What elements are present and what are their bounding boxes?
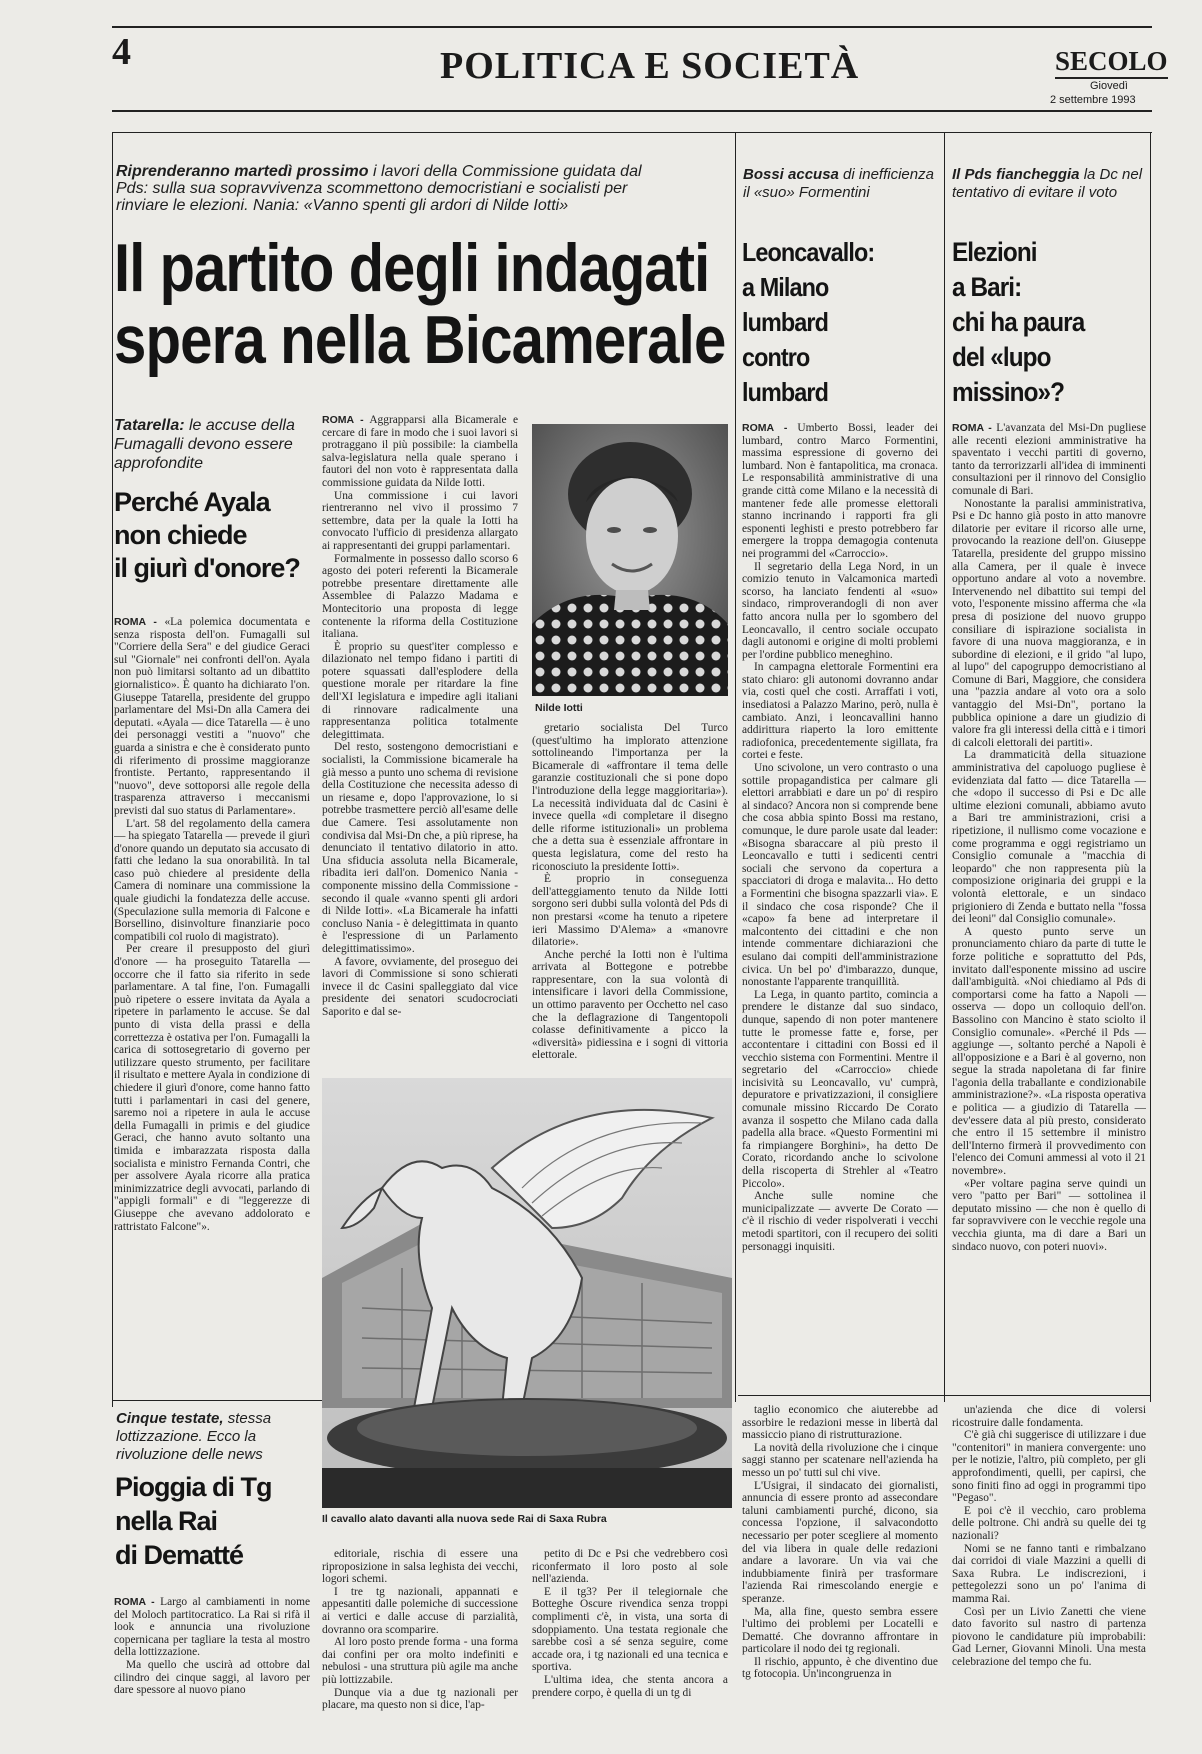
leoncavallo-kicker-text: di inefficienza il «suo» Formentini — [743, 166, 934, 201]
frame-right — [1150, 132, 1151, 1402]
frame-left — [112, 132, 113, 1407]
main-headline-2: spera nella Bicamerale — [114, 302, 726, 378]
paragraph: ROMA - «La polemica documentata e senza risposta dell'on. Fumagalli sul "Corriere della Sera" e del giudice Geraci sul "Giornale" nei confronti dell'on. Ayala non può limitarsi soltanto ad un dibattito giornalistico». È quanto ha dichiarato l'on. Giuseppe Tatarella, presidente del gruppo parlamentare del Msi-Dn alla Camera dei deputati. «Ayala — dice Tatarella — è uno dei personaggi vestiti a "nuovo" che guarda a sinistra e che è considerato punto di riferimento di prossime maggioranze frontiste. Pertanto, rappresentando il "nuovo", deve sottoporsi alle regole della trasparenza attraverso i meccanismi previsti dal suo status di Parlamentare». — [114, 616, 310, 817]
paragraph: Anche sulle nomine che municipalizzate — avverte De Corato — c'è il rischio di veder rispolverati i vecchi metodi spartitori, con il recupero dei soliti personaggi inquisiti. — [742, 1190, 938, 1253]
rai-body-mid-2 — [532, 1548, 728, 1748]
photo-caption-pegasus: Il cavallo alato davanti alla nuova sede Rai di Saxa Rubra — [322, 1513, 607, 1525]
paragraph: A questo punto serve un pronunciamento chiaro da parte di tutte le forze politiche e soprattutto del Pds, invitato dall'esponente missino ad uscire dall'ambiguità. «Noi chiediamo al Pds di comportarsi come ha fatto a Napoli — osserva — dopo un colloquio dell'on. Bassolino con Mancino è stato sciolto il Consiglio comunale». «Perché il Pds — aggiunge —, soltanto perché a Napoli è all'opposizione e a Bari è al governo, non segue la strada napoletana di far finire l'agonia della traballante e condizionabile amministrazione?». «La risposta operativa e politica — a giudizio di Tatarella — dev'essere data al più presto, considerato che entro il 15 settembre il ministro dell'Interno firmerà il provvedimento con l'elenco dei Comuni ammessi al voto il 21 novembre». — [952, 925, 1146, 1178]
leoncavallo-headline-line-2: a Milano — [742, 272, 829, 302]
rai-body-right-1 — [742, 1404, 938, 1748]
bari-kicker-bold: Il Pds fiancheggia — [952, 166, 1080, 183]
main-kicker-text: i lavori della Commissione guidata dal Pds: sulla sua sopravvivenza scommettono democristiani e socialisti per rinviare le elezioni. Nania: «Vanno spenti gli ardori di Nilde Iotti» — [116, 163, 642, 214]
bari-headline-line-3: chi ha paura — [952, 307, 1085, 337]
ayala-headline-line-1: Perché Ayala — [114, 487, 270, 517]
dateline: ROMA - — [114, 616, 157, 628]
ayala-headline-line-3: il giurì d'onore? — [114, 553, 300, 583]
bari-kicker — [952, 166, 1148, 202]
leoncavallo-headline-line-3: lumbard — [742, 307, 829, 337]
rai-kicker-bold: Cinque testate, — [116, 1410, 224, 1427]
paragraph: È proprio in conseguenza dell'atteggiamento tenuto da Nilde Iotti sorgono seri dubbi sulla volontà del Pds di non prestarsi «come ha tenuto a ripetere ieri Massimo D'Alema» a «manovre dilatorie». — [532, 873, 728, 949]
paragraph: ROMA - Umberto Bossi, leader dei lumbard, contro Marco Formentini, massima espressione di governo dei lumbard. Non è fantapolitica, ma cronaca. Le responsabilità amministrative di una grande città come Milano e la necessità di mantener fede alle promesse elettorali stanno incrinando i rapporti fra gli esponenti leghisti e presto potrebbero far emergere la troppa demagogia contenuta nei programmi del «Carroccio». — [742, 422, 938, 560]
divider-bari — [944, 132, 945, 1402]
paragraph: petito di Dc e Psi che vedrebbero così riconfermato il loro posto al sole nell'azienda. — [532, 1548, 728, 1586]
leoncavallo-headline-line-5: lumbard — [742, 377, 829, 407]
leoncavallo-body — [742, 422, 938, 1388]
bari-kicker-text: la Dc nel tentativo di evitare il voto — [952, 166, 1143, 201]
main-column-2 — [532, 722, 728, 1068]
paragraph: La drammaticità della situazione amministrativa del capoluogo pugliese è evidenziata dal fatto — dice Tatarella — che «dopo il successo di Psi e Dc alle ultime elezioni comunali, abbiamo avuto a Bari tre amministrazioni, crisi a ripetizione, il nullismo come vocazione e come programma e oggi registriamo un Consiglio comunale a "macchia di leopardo" che non rappresenta più la composizione originaria dei gruppi e la volontà elettorale, e un sindaco prigioniero di Zenda e buttato nella "fossa dei leoni" dal Consiglio comunale». — [952, 749, 1146, 926]
paragraph: E il tg3? Per il telegiornale che Botteghe Oscure rivendica senza troppi complimenti c'è, in vista, una sorta di sdoppiamento. Una testata regionale che sarebbe così a sé senza seguire, come accade ora, i tg nazionali ed una tecnica e sportiva. — [532, 1585, 728, 1674]
paragraph: editoriale, rischia di essere una riproposizione in salsa leghista dei vecchi, logori schemi. — [322, 1548, 518, 1586]
rai-body-mid-1 — [322, 1548, 518, 1748]
portrait-image — [532, 424, 728, 696]
ayala-headline-line-2: non chiede — [114, 520, 247, 550]
paragraph: Ma quello che uscirà ad ottobre dal cilindro dei cinque saggi, al lavoro per dare spessore al nuovo piano — [114, 1658, 310, 1697]
bari-headline-line-5: missino»? — [952, 377, 1065, 407]
paragraph: un'azienda che dice di volersi ricostruire dalle fondamenta. — [952, 1404, 1146, 1429]
paragraph: E poi c'è il vecchio, caro problema delle poltrone. Chi andrà su quelle dei tg nazionali? — [952, 1504, 1146, 1542]
paragraph: A favore, ovviamente, del proseguo dei lavori di Commissione si sono schierati invece il dc Casini spalleggiato dal vice presidente dei senatori scudocrociati Saporito e dal se- — [322, 955, 518, 1018]
paragraph: Formalmente in possesso dallo scorso 6 agosto dei poteri referenti la Bicamerale potrebbe presentare direttamente alle Assemblee di Palazzo Madama e Montecitorio una proposta di legge contenente la riforma della Costituzione italiana. — [322, 552, 518, 641]
ayala-kicker — [114, 416, 314, 473]
paragraph: Così per un Livio Zanetti che viene dato favorito sul nastro di partenza piovono le candidature più improbabili: Gad Lerner, Giovanni Minoli. Una mesta celebrazione del tempo che fu. — [952, 1605, 1146, 1668]
header-rule — [112, 110, 1152, 112]
saxa-rubra-photo — [322, 1078, 732, 1508]
rai-headline-line-3: di Dematté — [115, 1540, 244, 1570]
paragraph: Del resto, sostengono democristiani e socialisti, la Commissione bicamerale ha già messo a punto uno schema di revisione della Costituzione che necessita adesso di un riesame e, dopo l'approvazione, lo si potrebbe trasmettere perciò all'esame delle due Camere. Tesi assolutamente non condivisa dal Msi-Dn che, a più riprese, ha denunciato il tentativo dilatorio in atto. Una sfiducia assoluta nella Bicamerale, ribadita ieri dall'on. Domenico Nania - componente missino della Commissione - secondo il quale «vanno spenti gli ardori di Nilde Iotti». «La Bicamerale ha infatti concluso Nania - è delegittimata in quanto è l'espressione di un Parlamento delegittimatissimo». — [322, 741, 518, 955]
paragraph: La Lega, in quanto partito, comincia a prendere le distanze dal suo sindaco, dunque, sapendo di non poter mantenere tutte le promesse fatte e, forse, per accontentare i cittadini con Bossi ed il vecchio sistema con Formentini. Mentre il segretario del «Carroccio» chiede incisività su Leoncavallo, vu' cumprà, depuratore e privatizzazioni, il consigliere comunale missino Riccardo De Corato avanza il sospetto che Milano cada dalla padella alla brace. «Questo Formentini mi fa rimpiangere Borghini», ha detto De Corato, ricordando anche lo scivolone della riscoperta di Strehler al «Teatro Piccolo». — [742, 988, 938, 1190]
paragraph: Una commissione i cui lavori rientreranno nel vivo il prossimo 7 settembre, data per la quale la Iotti ha convocato l'ufficio di presidenza allargato ai rappresentanti dei gruppi parlamentari. — [322, 489, 518, 552]
paragraph: ROMA - L'avanzata del Msi-Dn pugliese alle recenti elezioni amministrative ha spaventato i vecchi partiti di governo, tanto da terrorizzarli all'idea di imminenti consultazioni per il rinnovo del Consiglio comunale di Bari. — [952, 422, 1146, 497]
paragraph: Il rischio, appunto, è che diventino due tg fotocopia. Un'incongruenza in — [742, 1655, 938, 1681]
dateline: ROMA - — [114, 1596, 155, 1608]
paragraph: La novità della rivoluzione che i cinque saggi stanno per scatenare nell'azienda ha messo un po' tutti sul chi vive. — [742, 1441, 938, 1479]
issue-date: 2 settembre 1993 — [1050, 94, 1136, 106]
bari-bottom-rule — [738, 1395, 1150, 1396]
page-number: 4 — [112, 31, 131, 73]
paragraph: gretario socialista Del Turco (quest'ultimo ha implorato attenzione sottolineando l'importanza per la Bicamerale di «affrontare il tema delle garanzie costituzionali che si pone dopo l'introduzione della legge maggioritaria»). La necessità individuata dal dc Casini è invece quella «di completare il disegno delle riforme istituzionali» un problema che a detta sua è essenziale affrontare in questa legislatura, come del resto ha riconosciuto la presidente Iotti». — [532, 722, 728, 873]
rai-kicker-text: stessa lottizzazione. Ecco la rivoluzione delle news — [116, 1410, 272, 1463]
top-rule — [112, 26, 1152, 28]
leoncavallo-kicker — [743, 166, 943, 202]
nilde-iotti-photo — [532, 424, 728, 696]
dateline: ROMA - — [952, 422, 992, 434]
paragraph: L'ultima idea, che stenta ancora a prendere corpo, è quella di un tg di — [532, 1673, 728, 1699]
paragraph: ROMA - Aggrapparsi alla Bicamerale e cercare di fare in modo che i suoi lavori si protraggano il più possibile: la ciambella salva-legislatura nella quale sperano i fautori del non voto è rappresentata dalla commissione guidata da Nilde Iotti. — [322, 414, 518, 489]
paragraph: L'Usigrai, il sindacato dei giornalisti, annuncia di essere pronto ad assecondare taluni cambiamenti purché, dicono, sia concessa l'opzione, il salvacondotto necessario per poter scegliere al momento del via libera in quale delle redazioni andare a lavorare. Un via vai che indubbiamente finirà per trasformare l'azienda Rai rimescolando energie e speranze. — [742, 1479, 938, 1605]
ayala-kicker-text: le accuse della Fumagalli devono essere approfondite — [114, 417, 295, 472]
bari-headline-line-2: a Bari: — [952, 272, 1022, 302]
ayala-headline — [114, 486, 344, 585]
rai-body-right-2 — [952, 1404, 1146, 1748]
paragraph: ROMA - Largo al cambiamenti in nome del Moloch partitocratico. La Rai si rifà il look e annuncia una rivoluzione copernicana per tagliare la testa al mostro della lottizzazione. — [114, 1596, 310, 1659]
paragraph: «Per voltare pagina serve quindi un vero "patto per Bari" — sottolinea il deputato missino — che non è quello di far sopravvivere con le vecchie regole una vecchia giunta, ma di dare a Bari un sindaco nuovo, con poteri nuovi». — [952, 1177, 1146, 1253]
leoncavallo-headline — [742, 235, 922, 410]
section-title: POLITICA E SOCIETÀ — [440, 45, 860, 87]
rai-headline — [115, 1470, 325, 1572]
ayala-kicker-bold: Tatarella: — [114, 417, 185, 434]
leoncavallo-headline-line-1: Leoncavallo: — [742, 237, 875, 267]
ayala-body — [114, 616, 310, 1396]
dateline: ROMA - — [322, 414, 364, 426]
paragraph: Al loro posto prende forma - una forma dai confini per ora molto indefiniti e nebulosi - una struttura più agile ma anche più lottizzabile. — [322, 1636, 518, 1686]
paragraph: Uno scivolone, un vero contrasto o una sottile propagandistica per calmare gli elettori arrabbiati e dare un po' di respiro al sindaco? Ancora non si comprende bene che cosa abbia spinto Bossi ma restano, comunque, le dure parole usate dal leader: «Bisogna sbaraccare al più presto il Leoncavallo e tutti i sedicenti centri sociali che servono da copertura a spacciatori di droga e malavita... Ho detto a Formentini che bisogna spazzarli via». E il sindaco che cosa risponde? Che il «capo» fa bene ad interpretare il malcontento dei cittadini e che non intende commentare dichiarazioni che esulano dai compiti dell'amministrazione civica. Un bel po' d'imbarazzo, dunque, nonostante l'apparente tranquillità. — [742, 762, 938, 989]
paragraph: L'art. 58 del regolamento della camera — ha spiegato Tatarella — prevede il giurì d'onore quando un deputato sia accusato di fatti che ledano la sua onorabilità. In tal caso può chiedere al presidente della Camera di nominare una commissione la quale giudichi la fondatezza delle accuse. (Speculazione sulla memoria di Falcone e Borsellino, disinvolture finanziarie poco compatibili col ruolo di magistrato). — [114, 817, 310, 943]
paragraph: Anche perché la Iotti non è l'ultima arrivata al Bottegone e potrebbe rappresentare, con la sua volontà di intensificare i lavori della Commissione, un ottimo paravento per Occhetto nel caso che la deflagrazione di Tangentopoli colasse definitivamente a picco la «diversità» pidiessina e i sogni di vittoria elettorale. — [532, 948, 728, 1062]
bari-headline-line-1: Elezioni — [952, 237, 1037, 267]
paragraph: In campagna elettorale Formentini era stato chiaro: gli autonomi dovranno andar via, costi quel che costi. Arraffati i voti, insediatosi a Palazzo Marino, però, nulla è cambiato. Anzi, i leoncavallini hanno addirittura riaperto la loro emittente radiofonica, precedentemente sigillata, fra cortei e feste. — [742, 661, 938, 762]
paragraph: Dunque via a due tg nazionali per placare, ma questo non si dice, l'ap- — [322, 1686, 518, 1712]
leoncavallo-headline-line-4: contro — [742, 342, 810, 372]
paragraph: Nomi se ne fanno tanti e rimbalzano dai corridoi di viale Mazzini a quelli di Saxa Rubra. Le indiscrezioni, i pettegolezzi sono un po' l'anima di mamma Rai. — [952, 1542, 1146, 1605]
main-column-1 — [322, 414, 518, 1068]
main-kicker-bold: Riprenderanno martedì prossimo — [116, 163, 369, 180]
bari-headline — [952, 235, 1128, 410]
newspaper-logo: SECOLO — [1055, 46, 1168, 79]
paragraph: taglio economico che aiuterebbe ad assorbire le redazioni messe in libertà dal massiccio piano di ristrutturazione. — [742, 1404, 938, 1442]
main-kicker — [116, 163, 676, 214]
paragraph: Ma, alla fine, questo sembra essere l'ultimo dei problemi per Locatelli e Dematté. Che dovranno affrontare in particolare il nodo dei tg regionali. — [742, 1605, 938, 1656]
paragraph: È proprio su quest'iter complesso e dilazionato nel tempo fidano i partiti di potere squassati dall'esplodere della questione morale per ritardare la fine dell'XI legislatura e impedire agli italiani di rinnovare radicalmente una rappresentanza politica totalmente delegittimata. — [322, 640, 518, 741]
frame-top — [112, 132, 1152, 133]
paragraph: C'è già chi suggerisce di utilizzare i due "contenitori" in maniera convergente: uno per le notizie, l'altro, più completo, per gli approfondimenti, quelli, per capirsi, che sono finiti fino ad oggi in programmi tipo "Pegaso". — [952, 1429, 1146, 1505]
divider-leoncavallo — [735, 132, 736, 1402]
dateline: ROMA - — [742, 422, 788, 434]
paragraph: I tre tg nazionali, appannati e appesantiti dalle polemiche di successione ai vertici e dalle accuse di parzialità, dovranno ora scomparire. — [322, 1585, 518, 1636]
winged-horse-image — [322, 1078, 732, 1508]
issue-day: Giovedì — [1090, 80, 1128, 92]
bari-headline-line-4: del «lupo — [952, 342, 1051, 372]
paragraph: Nonostante la paralisi amministrativa, Psi e Dc hanno già posto in atto manovre dilatorie per evitare il ricorso alle urne, provocando la reazione dell'on. Giuseppe Tatarella, presidente del gruppo missino alla Camera, per il quale è invece opportuno andare al voto a novembre. Intervenendo nel dibattito sui tempi del voto, l'esponente missino afferma che «la presa di posizione del nuovo gruppo consiliare di ispirazione socialista in favore di una nuova maggioranza, e in subordine di elezioni, e il grido "al lupo, al lupo" del capogruppo democristiano al Comune di Bari, Maggiore, che considera una "pazzia andare al voto ora a solo vantaggio del Msi-Dn", portano la pubblica opinione a dare un giudizio di valore fra gli interessi della città e i timori di calcoli elettorali dei partiti». — [952, 497, 1146, 749]
photo-caption-iotti: Nilde Iotti — [535, 702, 583, 714]
paragraph: Il segretario della Lega Nord, in un comizio tenuto in Valcamonica martedì scorso, ha lanciato fendenti al «suo» sindaco, rimproverandogli di non aver fatto ancora nulla per lo sgombero del Leoncavallo, il centro sociale occupato dagli autonomi e origine di molti problemi per l'ordine pubblico meneghino. — [742, 560, 938, 661]
bari-body — [952, 422, 1146, 1388]
main-headline-1: Il partito degli indagati — [114, 230, 710, 306]
leoncavallo-kicker-bold: Bossi accusa — [743, 166, 839, 183]
rai-headline-line-2: nella Rai — [115, 1506, 218, 1536]
rai-kicker — [116, 1410, 316, 1464]
rai-body-left — [114, 1596, 310, 1746]
paragraph: Per creare il presupposto del giurì d'onore — ha proseguito Tatarella — occorre che il fatto sia riferito in sede parlamentare. A tal fine, l'on. Fumagalli può ripetere o essere invitata da Ayala a ripetere in parlamento le accuse. Se dal punto di vista della prassi e della correttezza è ostativa per l'on. Fumagalli la carica di sottosegretario di governo per utilizzare questo strumento, per facilitare il risultato e mettere Ayala in condizione di chiedere il giurì d'onore, come hanno fatto tutti i parlamentari in casi del genere, saremo noi a ripetere in aula le accuse della Fumagalli in primis e del giudice Geraci, che hanno avuto soltanto una timida e imbarazzata risposta dalla socialista e ministro Fernanda Contri, che per assolvere Ayala ricorre alla pratica minimizzatrice degli avvocati, parlando di "appigli formali" e di "leggerezze di Giuseppe che avevano addolorato e rattristato Falcone"». — [114, 943, 310, 1233]
rai-headline-line-1: Pioggia di Tg — [115, 1472, 272, 1502]
